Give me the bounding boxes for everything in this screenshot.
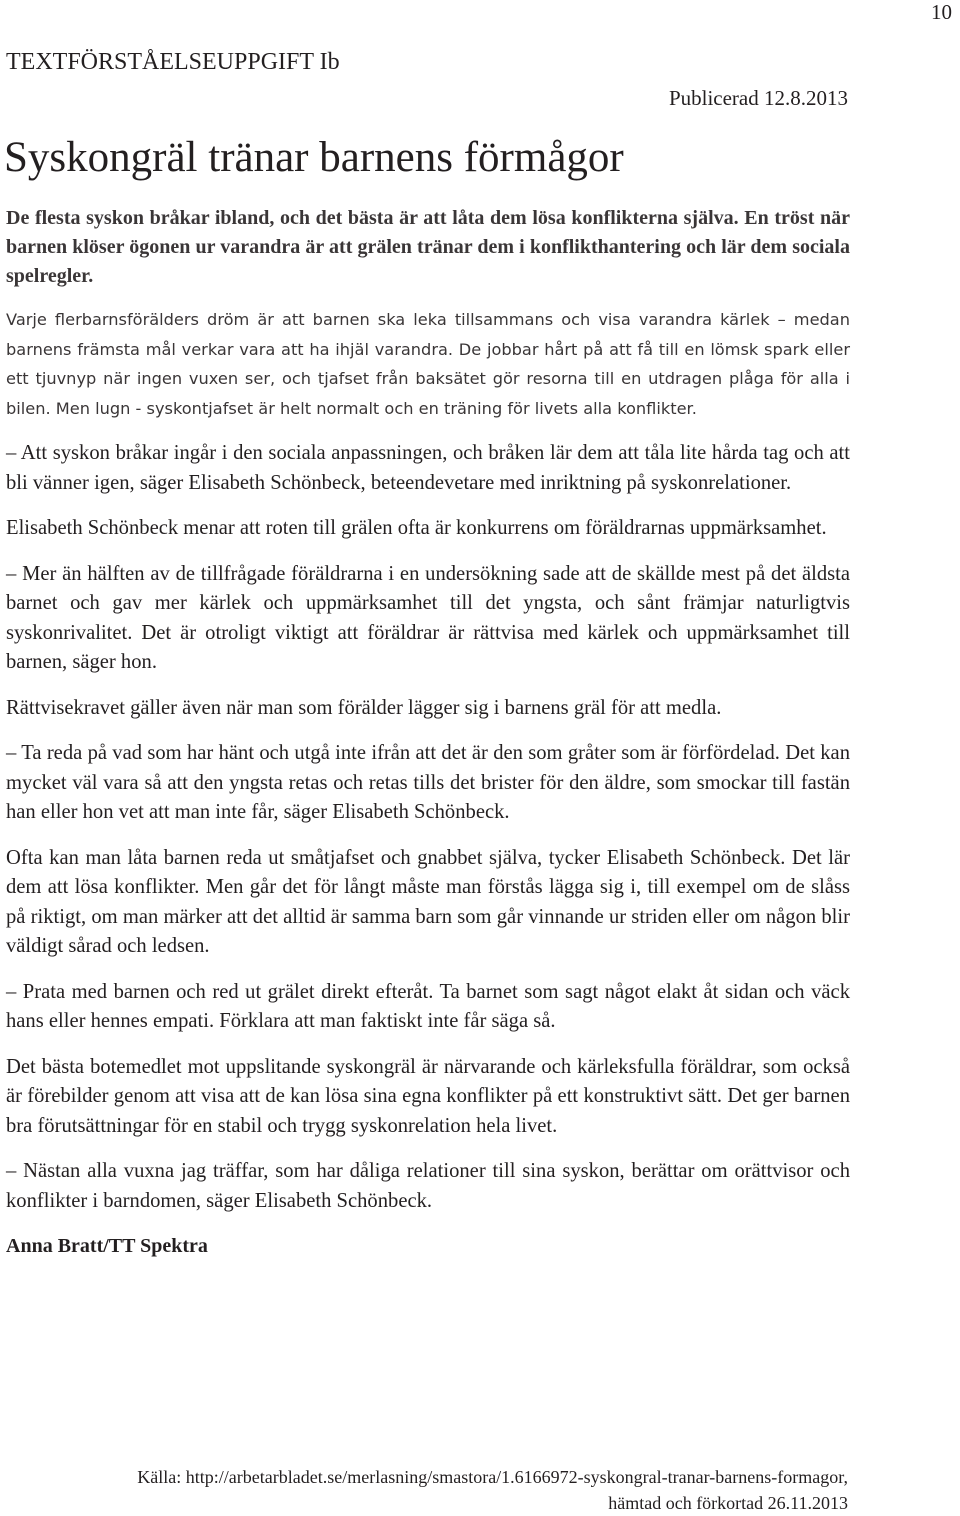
publish-date: Publicerad 12.8.2013	[668, 86, 848, 110]
article-paragraph-2: – Att syskon bråkar ingår i den sociala anpassningen, och bråken lär dem att tåla lite hårda tag och att bli vänner igen, säger Elisabeth Schönbeck, beteendevetare med inriktning på syskonrelationer.	[6, 442, 850, 494]
source-line-2: hämtad och förkortad 26.11.2013	[608, 1493, 848, 1513]
article-byline: Anna Bratt/TT Spektra	[6, 1235, 208, 1257]
article-ingress: De flesta syskon bråkar ibland, och det bästa är att låta dem lösa konflikterna själva. En tröst när barnen klöser ögonen ur varandra är att grälen tränar dem i konflikthantering och lär dem sociala spelregler.	[6, 207, 850, 287]
article-paragraph-1: Varje flerbarnsförälders dröm är att barnen ska leka tillsammans och visa varandra kärlek – medan barnens främsta mål verkar vara att ha ihjäl varandra. De jobbar hårt på att få till en lömsk spark eller ett tjuvnyp när ingen vuxen ser, och tjafset från baksätet gör resorna till en utdragen plåga för alla i bilen. Men lugn - syskontjafset är helt normalt och en träning för livets alla konflikter.	[6, 310, 850, 418]
article-paragraph-3: Elisabeth Schönbeck menar att roten till grälen ofta är konkurrens om föräldrarnas uppmärksamhet.	[6, 517, 827, 539]
source-line-1: Källa: http://arbetarbladet.se/merlasning/smastora/1.6166972-syskongral-tranar-barnens-formagor,	[137, 1467, 848, 1487]
article-paragraph-9: Det bästa botemedlet mot uppslitande syskongräl är närvarande och kärleksfulla föräldrar, som också är förebilder genom att visa att de kan lösa sina egna konflikter på ett konstruktivt sätt. Det ger barnen bra förutsättningar för en stabil och trygg syskonrelation hela livet.	[6, 1055, 850, 1137]
article-paragraph-6: – Ta reda på vad som har hänt och utgå inte ifrån att det är den som gråter som är förfördelad. Det kan mycket väl vara så att den yngsta retas och retas tills det brister för den äldre, som smockar till fastän han eller hon vet att man inte får, säger Elisabeth Schönbeck.	[6, 742, 850, 823]
article-paragraph-5: Rättvisekravet gäller även när man som förälder lägger sig i barnens gräl för att medla.	[6, 696, 722, 719]
article-paragraph-7: Ofta kan man låta barnen reda ut småtjafset och gnabbet själva, tycker Elisabeth Schönbeck. Det lär dem att lösa konflikter. Men går det för långt måste man förstås lägga sig i, till exempel om de slåss på riktigt, om man märker att det alltid är samma barn som går vinnande ur striden eller om någon blir väldigt sårad och ledsen.	[6, 846, 850, 957]
article-body	[6, 204, 850, 1260]
article-title: Syskongräl tränar barnens förmågor	[4, 134, 624, 181]
article-paragraph-4: – Mer än hälften av de tillfrågade föräldrarna i en undersökning sade att de skällde mest på det äldsta barnet och gav mer kärlek och uppmärksamhet till det yngsta, och sånt främjar naturligtvis syskonrivalitet. Det är otroligt viktigt att föräldrar är rättvisa med kärlek och uppmärksamhet till barnen, säger hon.	[6, 562, 850, 673]
article-paragraph-10: – Nästan alla vuxna jag träffar, som har dåliga relationer till sina syskon, berättar om orättvisor och konflikter i barndomen, säger Elisabeth Schönbeck.	[6, 1160, 850, 1212]
source-citation	[137, 1464, 848, 1516]
page-number: 10	[931, 0, 952, 24]
article-paragraph-8: – Prata med barnen och red ut grälet direkt efteråt. Ta barnet som sagt något elakt åt sidan och väck hans eller hennes empati. Förklara att man faktiskt inte får säga så.	[6, 980, 850, 1032]
document-label: TEXTFÖRSTÅELSEUPPGIFT Ib	[6, 49, 340, 75]
